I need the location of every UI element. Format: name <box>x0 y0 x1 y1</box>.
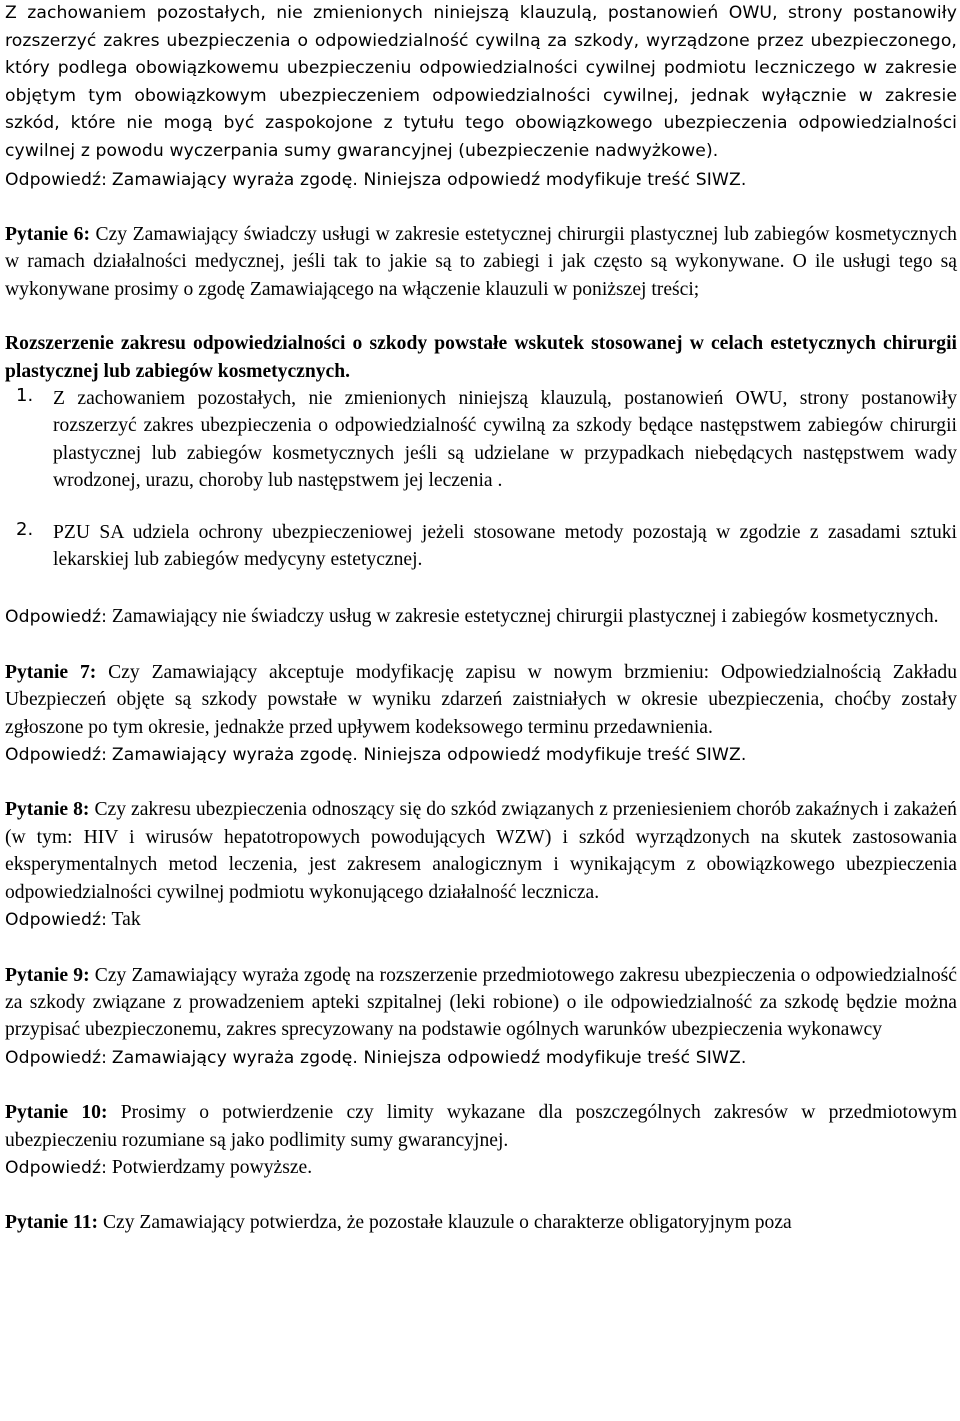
intro-answer <box>5 166 957 194</box>
spacer <box>5 303 957 330</box>
question-text: Prosimy o potwierdzenie czy limity wykazane dla poszczególnych zakresów w przedmiotowym ubezpieczeniu rozumiane są jako podlimity sumy gwarancyjnej. <box>5 1102 957 1151</box>
answer-label: Odpowiedź: <box>5 745 107 766</box>
question-label: Pytanie 8: <box>5 799 90 821</box>
spacer <box>5 935 957 962</box>
question-8 <box>5 796 957 906</box>
answer-label: Odpowiedź: <box>5 607 107 628</box>
spacer <box>5 573 957 603</box>
clause-item-2 <box>5 519 957 574</box>
clause-title <box>5 330 957 385</box>
answer-text: Zamawiający wyraża zgodę. Niniejsza odpowiedź modyfikuje treść SIWZ. <box>111 169 747 190</box>
item-text: Z zachowaniem pozostałych, nie zmienionych niniejszą klauzulą, postanowień OWU, strony postanowiły rozszerzyć zakres ubezpieczenia o odpowiedzialność cywilną za szkody będące następstwem zabiegów chirurgii plastycznej lub zabiegów kosmetycznych jeśli są udzielane w przypadkach niebędących następstwem wady wrodzonej, urazu, choroby lub następstwem jej leczenia . <box>53 388 957 492</box>
spacer <box>5 769 957 796</box>
question-label: Pytanie 6: <box>5 223 90 245</box>
answer-text: Zamawiający wyraża zgodę. Niniejsza odpowiedź modyfikuje treść SIWZ. <box>111 1047 747 1068</box>
answer-text: Zamawiający nie świadczy usług w zakresie estetycznej chirurgii plastycznej i zabiegów kosmetycznych. <box>111 606 939 628</box>
answer-text: Potwierdzamy powyższe. <box>111 1156 313 1178</box>
item-number: 2. <box>16 518 34 540</box>
spacer <box>5 194 957 221</box>
question-10-answer <box>5 1154 957 1182</box>
question-11 <box>5 1209 957 1236</box>
question-9 <box>5 962 957 1044</box>
question-7 <box>5 659 957 741</box>
answer-text: Zamawiający wyraża zgodę. Niniejsza odpowiedź modyfikuje treść SIWZ. <box>111 745 747 766</box>
question-text: Czy zakresu ubezpieczenia odnoszący się do szkód związanych z przeniesieniem chorób zakaźnych i zakażeń (w tym: HIV i wirusów hepatotropowych powodujących WZW) i szkód wyrządzonych na skutek zastosowania eksperymentalnych metod leczenia, jest zakresem analogicznym i wynikającym z obowiązkowego ubezpieczenia odpowiedzialności cywilnej podmiotu wykonującego działalność lecznicza. <box>5 799 957 903</box>
question-text: Czy Zamawiający akceptuje modyfikację zapisu w nowym brzmieniu: Odpowiedzialnością Zakładu Ubezpieczeń objęte są szkody powstałe w wyniku zdarzeń zaistniałych w okresie ubezpieczenia, choćby zostały zgłoszone po tym okresie, jednakże przed upływem kodeksowego terminu przedawnienia. <box>5 661 957 738</box>
question-8-answer <box>5 906 957 934</box>
question-7-answer <box>5 741 957 769</box>
answer-label: Odpowiedź: <box>5 910 107 931</box>
document-page <box>5 0 957 1237</box>
question-9-answer <box>5 1044 957 1072</box>
spacer <box>5 1072 957 1099</box>
item-number: 1. <box>16 385 34 406</box>
question-label: Pytanie 11: <box>5 1212 99 1234</box>
question-label: Pytanie 10: <box>5 1102 108 1124</box>
clause-title-text: Rozszerzenie zakresu odpowiedzialności o szkody powstałe wskutek stosowanej w celach estetycznych chirurgii plastycznej lub zabiegów kosmetycznych. <box>5 333 957 382</box>
item-text: PZU SA udziela ochrony ubezpieczeniowej jeżeli stosowane metody pozostają w zgodzie z zasadami sztuki lekarskiej lub zabiegów medycyny estetycznej. <box>53 521 957 571</box>
question-6 <box>5 221 957 303</box>
question-text: Czy Zamawiający świadczy usługi w zakresie estetycznej chirurgii plastycznej lub zabiegów kosmetycznych w ramach działalności medycznej, jeśli tak to jakie są to zabiegi i jak często są wykonywane. O ile usługi tego są wykonywane prosimy o zgodę Zamawiającego na włączenie klauzuli w poniższej treści; <box>5 223 957 300</box>
answer-text: Tak <box>111 909 141 931</box>
question-text: Czy Zamawiający potwierdza, że pozostałe klauzule o charakterze obligatoryjnym poza <box>102 1212 792 1234</box>
spacer <box>5 632 957 659</box>
clause-item-1 <box>5 385 957 495</box>
answer-label: Odpowiedź: <box>5 1157 107 1178</box>
question-label: Pytanie 7: <box>5 661 97 683</box>
question-label: Pytanie 9: <box>5 964 90 986</box>
answer-label: Odpowiedź: <box>5 1047 107 1068</box>
answer-label: Odpowiedź: <box>5 169 107 190</box>
spacer <box>5 1182 957 1209</box>
question-10 <box>5 1099 957 1154</box>
intro-paragraph: Z zachowaniem pozostałych, nie zmienionych niniejszą klauzulą, postanowień OWU, strony postanowiły rozszerzyć zakres ubezpieczenia o odpowiedzialność cywilną za szkody, wyrządzone przez ubezpieczonego, który podlega obowiązkowemu ubezpieczeniu odpowiedzialności cywilnej podmiotu leczniczego w zakresie objętym tym obowiązkowym ubezpieczeniem odpowiedzialności cywilnej, jednak wyłącznie w zakresie szkód, które nie mogą być zaspokojone z tytułu tego obowiązkowego ubezpieczenia odpowiedzialności cywilnej z powodu wyczerpania sumy gwarancyjnej (ubezpieczenie nadwyżkowe). <box>5 3 957 161</box>
spacer <box>5 495 957 519</box>
question-6-answer <box>5 603 957 631</box>
question-text: Czy Zamawiający wyraża zgodę na rozszerzenie przedmiotowego zakresu ubezpieczenia o odpowiedzialność za szkody związane z prowadzeniem apteki szpitalnej (leki robione) o ile odpowiedzialność za szkodę będzie można przypisać ubezpieczonemu, zakres sprecyzowany na podstawie ogólnych warunków ubezpieczenia wykonawcy <box>5 964 957 1041</box>
